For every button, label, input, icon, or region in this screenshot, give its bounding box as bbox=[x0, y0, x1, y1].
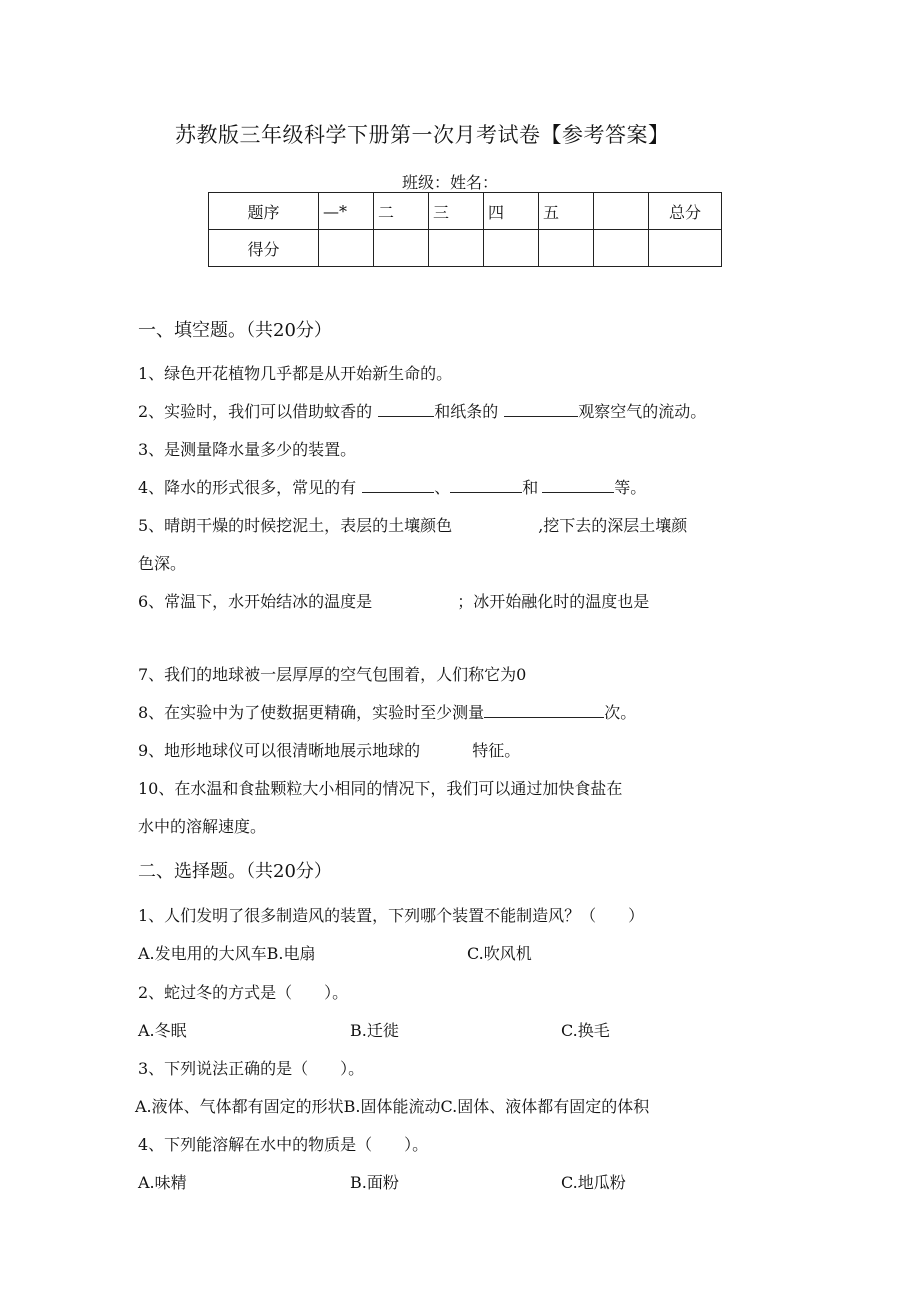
s1-question-3: 3、是测量降水量多少的装置。 bbox=[138, 440, 357, 459]
class-name-line: 班级：姓名： bbox=[402, 173, 499, 192]
s1-question-4 bbox=[138, 475, 646, 498]
s1-q2-text-a: 2、实验时，我们可以借助蚊香的 bbox=[138, 402, 373, 421]
score-cell-1[interactable] bbox=[319, 230, 374, 267]
header-cell-1: —* bbox=[319, 193, 374, 230]
s2-question-3: 3、下列说法正确的是（ ）。 bbox=[138, 1059, 365, 1078]
s1-q4-text-d: 等。 bbox=[614, 478, 647, 497]
header-cell-4: 四 bbox=[484, 193, 539, 230]
score-cell-4[interactable] bbox=[484, 230, 539, 267]
s1-question-10: 10、在水温和食盐颗粒大小相同的情况下，我们可以通过加快食盐在 bbox=[138, 779, 623, 798]
answer-blank[interactable] bbox=[450, 478, 522, 493]
score-cell-total[interactable] bbox=[649, 230, 722, 267]
s1-question-1: 1、绿色开花植物几乎都是从开始新生命的。 bbox=[138, 364, 453, 383]
s2-q4-option-a: A.味精 bbox=[138, 1173, 187, 1192]
s2-q3-options: A.液体、气体都有固定的形状B.固体能流动C.固体、液体都有固定的体积 bbox=[135, 1097, 650, 1116]
score-cell-3[interactable] bbox=[429, 230, 484, 267]
s2-question-2: 2、蛇过冬的方式是（ ）。 bbox=[138, 983, 349, 1002]
s1-q4-text-a: 4、降水的形式很多，常见的有 bbox=[138, 478, 357, 497]
answer-blank[interactable] bbox=[484, 703, 604, 718]
s1-q4-text-b: 、 bbox=[434, 478, 451, 497]
s1-question-7: 7、我们的地球被一层厚厚的空气包围着，人们称它为0 bbox=[138, 665, 527, 684]
header-cell-3: 三 bbox=[429, 193, 484, 230]
s1-question-6 bbox=[138, 589, 649, 612]
s1-q6-text-a: 6、常温下，水开始结冰的温度是 bbox=[138, 592, 373, 611]
score-cell-2[interactable] bbox=[374, 230, 429, 267]
header-cell-total: 总分 bbox=[649, 193, 722, 230]
s1-q8-text-a: 8、在实验中为了使数据更精确，实验时至少测量 bbox=[138, 703, 485, 722]
s1-question-10-cont: 水中的溶解速度。 bbox=[138, 817, 267, 836]
s1-question-5 bbox=[138, 513, 687, 536]
s1-question-8 bbox=[138, 700, 636, 723]
s2-q2-option-c: C.换毛 bbox=[561, 1021, 610, 1040]
s1-question-5-cont: 色深。 bbox=[138, 554, 187, 573]
s1-q5-text-b: ,挖下去的深层土壤颜 bbox=[538, 516, 688, 535]
score-table bbox=[208, 192, 722, 267]
header-cell-order: 题序 bbox=[209, 193, 319, 230]
answer-blank[interactable] bbox=[378, 402, 434, 417]
answer-blank[interactable] bbox=[504, 402, 578, 417]
s2-q4-option-b: B.面粉 bbox=[350, 1173, 399, 1192]
s2-q1-option-c: C.吹风机 bbox=[467, 944, 532, 963]
answer-blank[interactable] bbox=[362, 478, 434, 493]
s1-question-9 bbox=[138, 738, 520, 761]
s2-q4-option-c: C.地瓜粉 bbox=[561, 1173, 626, 1192]
section1-heading: 一、填空题。（共20分） bbox=[138, 320, 332, 341]
header-cell-2: 二 bbox=[374, 193, 429, 230]
s1-q5-text-a: 5、晴朗干燥的时候挖泥土，表层的土壤颜色 bbox=[138, 516, 453, 535]
s1-q9-text-a: 9、地形地球仪可以很清晰地展示地球的 bbox=[138, 741, 421, 760]
s1-q8-text-b: 次。 bbox=[604, 703, 637, 722]
s2-q1-options-ab: A.发电用的大风车B.电扇 bbox=[138, 944, 316, 963]
s1-question-2 bbox=[138, 399, 706, 422]
s2-question-1: 1、人们发明了很多制造风的装置，下列哪个装置不能制造风？（ ） bbox=[138, 906, 645, 925]
s1-q9-text-b: 特征。 bbox=[472, 741, 521, 760]
section2-heading: 二、选择题。（共20分） bbox=[138, 861, 332, 882]
score-row-label: 得分 bbox=[209, 230, 319, 267]
score-table-header-row bbox=[209, 193, 722, 230]
score-cell-5[interactable] bbox=[539, 230, 594, 267]
s1-q6-text-b: ；冰开始融化时的温度也是 bbox=[457, 592, 650, 611]
score-cell-6[interactable] bbox=[594, 230, 649, 267]
s1-q2-text-b: 和纸条的 bbox=[434, 402, 499, 421]
s2-q2-option-b: B.迁徙 bbox=[350, 1021, 399, 1040]
s1-q4-text-c: 和 bbox=[522, 478, 539, 497]
answer-blank[interactable] bbox=[542, 478, 614, 493]
s2-question-4: 4、下列能溶解在水中的物质是（ ）。 bbox=[138, 1135, 429, 1154]
score-table-score-row bbox=[209, 230, 722, 267]
s2-q2-option-a: A.冬眠 bbox=[138, 1021, 187, 1040]
page-title: 苏教版三年级科学下册第一次月考试卷【参考答案】 bbox=[175, 123, 670, 147]
header-cell-5: 五 bbox=[539, 193, 594, 230]
s1-q2-text-c: 观察空气的流动。 bbox=[578, 402, 707, 421]
header-cell-6 bbox=[594, 193, 649, 230]
